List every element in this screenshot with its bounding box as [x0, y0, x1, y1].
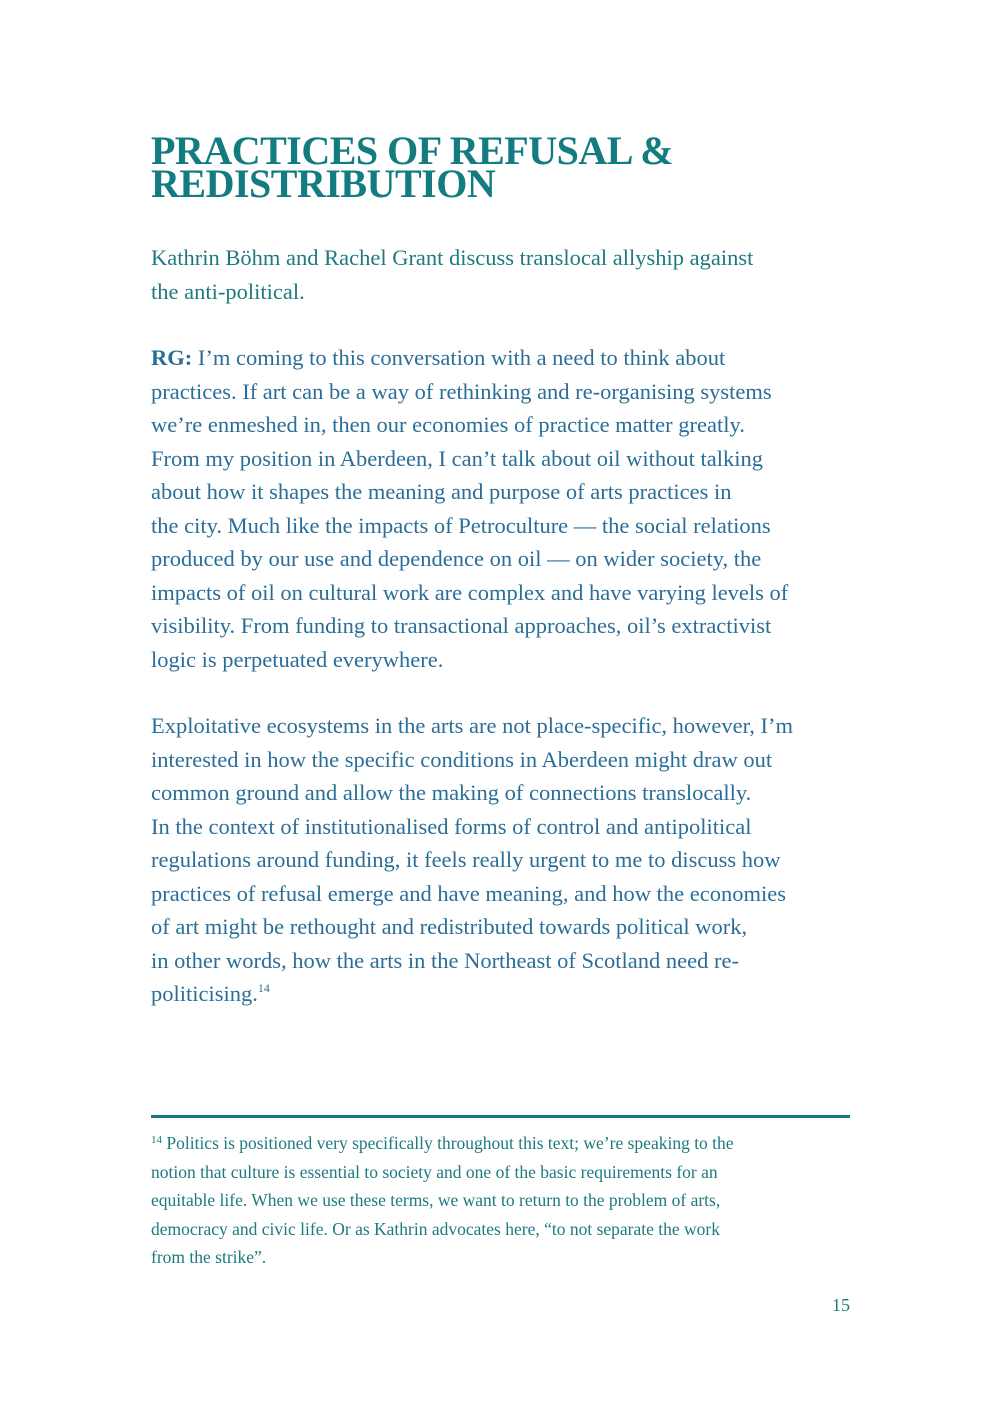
paragraph-rg [151, 341, 788, 676]
text-line [151, 843, 793, 877]
text-line [151, 609, 788, 643]
text-line [151, 1129, 734, 1158]
text-line [151, 776, 793, 810]
text-line [151, 1158, 734, 1187]
line-text: democracy and civic life. Or as Kathrin advocates here, “to not separate the work [151, 1218, 720, 1239]
text-line [151, 241, 753, 275]
line-text: visibility. From funding to transactional approaches, oil’s extractivist [151, 613, 772, 638]
text-line [151, 275, 753, 309]
line-text: interested in how the specific conditions in Aberdeen might draw out [151, 746, 773, 772]
text-line [151, 709, 793, 743]
line-text: equitable life. When we use these terms, we want to return to the problem of arts, [151, 1190, 721, 1210]
text-line [151, 1215, 734, 1244]
text-line [151, 977, 793, 1011]
line-text: practices of refusal emerge and have meaning, and how the economies [151, 880, 786, 906]
line-text: the city. Much like the impacts of Petroculture — the social relations [151, 512, 771, 538]
text-line [151, 1243, 734, 1272]
page-title [151, 128, 674, 206]
text-line [151, 509, 788, 543]
line-text: notion that culture is essential to society and one of the basic requirements for an [151, 1161, 718, 1182]
text-line [151, 1186, 734, 1215]
line-text: Kathrin Böhm and Rachel Grant discuss translocal allyship against [151, 245, 754, 270]
page-number: 15 [832, 1295, 850, 1315]
line-text: In the context of institutionalised forms of control and antipolitical [151, 813, 752, 839]
footnote-divider [151, 1115, 850, 1118]
line-text: produced by our use and dependence on oil — on wider society, the [151, 546, 762, 571]
text-line [151, 944, 793, 978]
line-text: we’re enmeshed in, then our economies of practice matter greatly. [151, 412, 745, 437]
footnote-reference[interactable]: 14 [257, 981, 270, 995]
footnote-number: 14 [151, 1134, 162, 1146]
text-line [151, 375, 788, 409]
line-text: of art might be rethought and redistributed towards political work, [151, 914, 748, 939]
line-text: logic is perpetuated everywhere. [151, 646, 444, 672]
speaker-label: RG: [151, 345, 193, 370]
line-text: in other words, how the arts in the Northeast of Scotland need re- [151, 947, 739, 973]
text-line [151, 810, 793, 844]
title-line: REDISTRIBUTION [151, 161, 496, 206]
text-line [151, 576, 788, 610]
footnote [151, 1129, 734, 1272]
line-text: I’m coming to this conversation with a need to think about [192, 345, 726, 370]
line-text: politicising. [151, 981, 258, 1006]
line-text: practices. If art can be a way of rethinking and re-organising systems [151, 378, 772, 404]
intro-text [151, 241, 753, 308]
line-text: about how it shapes the meaning and purpose of arts practices in [151, 479, 732, 504]
text-line [151, 910, 793, 944]
text-line [151, 743, 793, 777]
text-line [151, 408, 788, 442]
line-text: common ground and allow the making of connections translocally. [151, 780, 752, 805]
text-line [151, 542, 788, 576]
text-line [151, 475, 788, 509]
text-line [151, 341, 788, 375]
title-line: PRACTICES OF REFUSAL & [151, 128, 674, 173]
line-text: Politics is positioned very specifically throughout this text; we’re speaking to the [162, 1133, 734, 1153]
line-text: Exploitative ecosystems in the arts are not place-specific, however, I’m [151, 713, 793, 738]
line-text: impacts of oil on cultural work are complex and have varying levels of [151, 579, 789, 605]
line-text: regulations around funding, it feels really urgent to me to discuss how [151, 847, 781, 872]
paragraph-2 [151, 709, 793, 1011]
line-text: the anti-political. [151, 278, 305, 304]
line-text: From my position in Aberdeen, I can’t talk about oil without talking [151, 445, 764, 471]
text-line [151, 643, 788, 677]
text-line [151, 877, 793, 911]
text-line [151, 442, 788, 476]
line-text: from the strike”. [151, 1247, 267, 1267]
